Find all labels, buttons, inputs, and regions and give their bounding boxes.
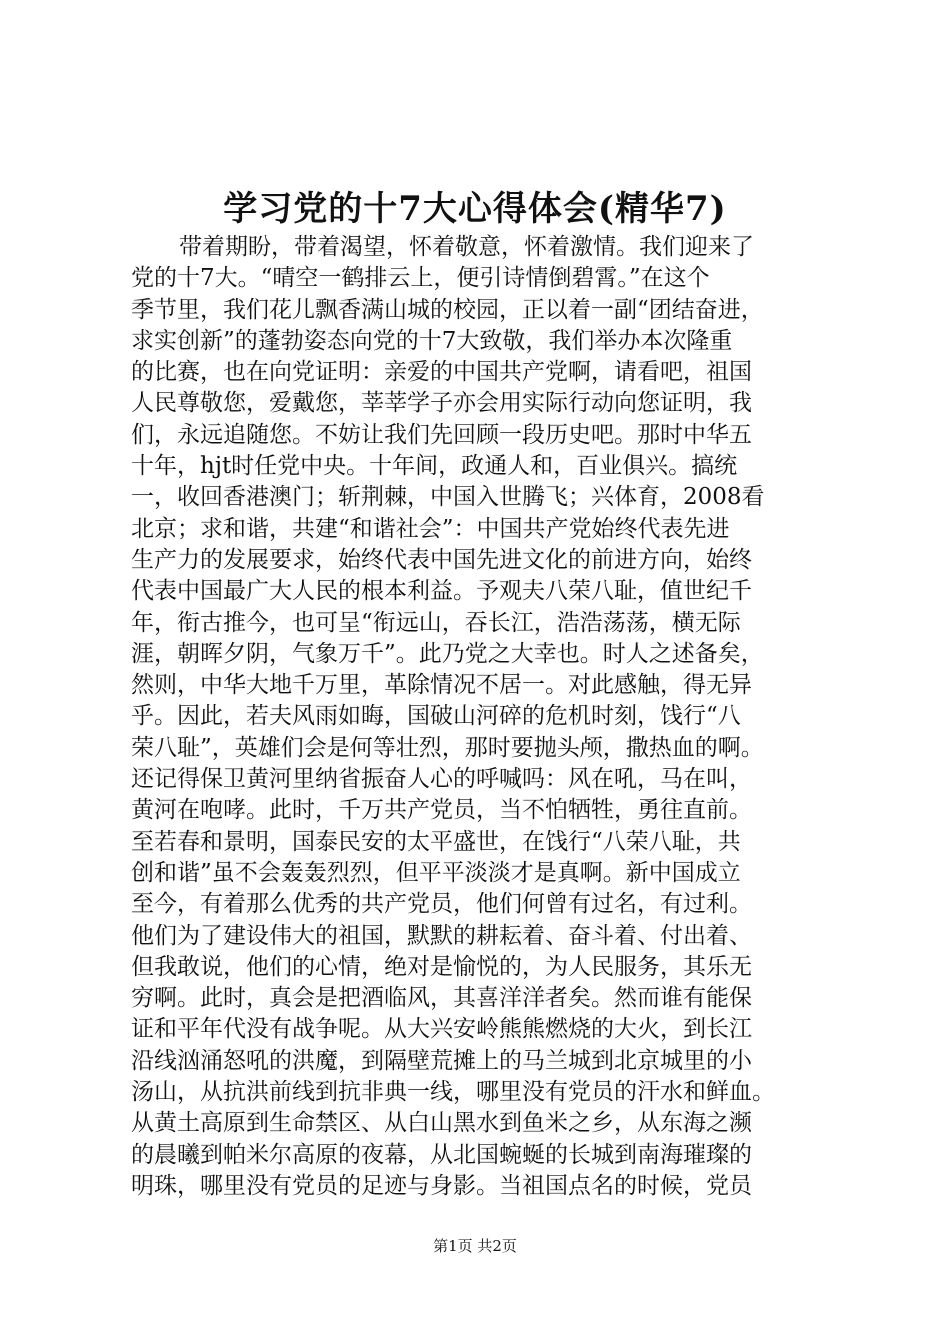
page-footer: 第1页 共2页 [433,1237,517,1255]
body-line: 的晨曦到帕米尔高原的夜幕，从北国蜿蜒的长城到南海璀璨的 [131,1141,752,1168]
body-line: 涯，朝晖夕阴，气象万千”。此乃党之大幸也。时人之述备矣， [131,640,764,667]
body-line: 季节里，我们花儿飘香满山城的校园，正以着一副“团结奋进， [131,296,764,323]
body-line: 带着期盼，带着渴望，怀着敬意，怀着激情。我们迎来了 [179,234,754,260]
body-line: 党的十7大。“晴空一鹤排云上，便引诗情倒碧霄。”在这个 [131,265,710,292]
document-body [131,232,861,1202]
body-line: 人民尊敬您，爱戴您，莘莘学子亦会用实际行动向您证明，我 [131,390,752,417]
body-line: 穷啊。此时，真会是把酒临风，其喜洋洋者矣。然而谁有能保 [131,985,752,1012]
body-line: 证和平年代没有战争呢。从大兴安岭熊熊燃烧的大火，到长江 [131,1016,752,1043]
body-line: 黄河在咆哮。此时，千万共产党员，当不怕牺牲，勇往直前。 [131,797,752,824]
body-line: 生产力的发展要求，始终代表中国先进文化的前进方向，始终 [131,546,752,573]
body-line: 们，永远追随您。不妨让我们先回顾一段历史吧。那时中华五 [131,421,752,448]
document-title: 学习党的十7大心得体会(精华7) [223,189,727,229]
body-line: 沿线汹涌怒吼的洪魔，到隔壁荒摊上的马兰城到北京城里的小 [131,1047,752,1074]
body-line: 求实创新”的蓬勃姿态向党的十7大致敬，我们举办本次隆重 [131,327,733,354]
body-line: 汤山，从抗洪前线到抗非典一线，哪里没有党员的汗水和鲜血。 [131,1079,775,1106]
body-line: 创和谐”虽不会轰轰烈烈，但平平淡淡才是真啊。新中国成立 [131,859,741,886]
body-line: 至今，有着那么优秀的共产党员，他们何曾有过名，有过利。 [131,891,752,918]
body-line: 然则，中华大地千万里，革除情况不居一。对此感触，得无异 [131,672,752,699]
body-line: 但我敢说，他们的心情，绝对是愉悦的，为人民服务，其乐无 [131,953,752,980]
body-line: 还记得保卫黄河里纳省振奋人心的呼喊吗：风在吼，马在叫， [131,766,752,793]
body-line: 乎。因此，若夫风雨如晦，国破山河碎的危机时刻，饯行“八 [131,703,741,730]
body-line: 明珠，哪里没有党员的足迹与身影。当祖国点名的时候，党员 [131,1172,752,1199]
body-line: 北京；求和谐，共建“和谐社会”：中国共产党始终代表先进 [131,515,730,542]
body-line: 荣八耻”，英雄们会是何等壮烈，那时要抛头颅，撒热血的啊。 [131,734,764,761]
body-line: 从黄土高原到生命禁区、从白山黑水到鱼米之乡，从东海之濒 [131,1110,752,1137]
body-line: 的比赛，也在向党证明：亲爱的中国共产党啊，请看吧，祖国 [131,359,752,386]
body-line: 代表中国最广大人民的根本利益。予观夫八荣八耻，值世纪千 [131,578,752,605]
body-line: 年，衔古推今，也可呈“衔远山，吞长江，浩浩荡荡，横无际 [131,609,741,636]
body-line: 一，收回香港澳门；斩荆棘，中国入世腾飞；兴体育，2008看 [131,484,765,511]
body-line: 至若春和景明，国泰民安的太平盛世，在饯行“八荣八耻，共 [131,828,741,855]
body-line: 他们为了建设伟大的祖国，默默的耕耘着、奋斗着、付出着、 [131,922,752,949]
body-line: 十年，hjt时任党中央。十年间，政通人和，百业俱兴。搞统 [131,453,738,480]
